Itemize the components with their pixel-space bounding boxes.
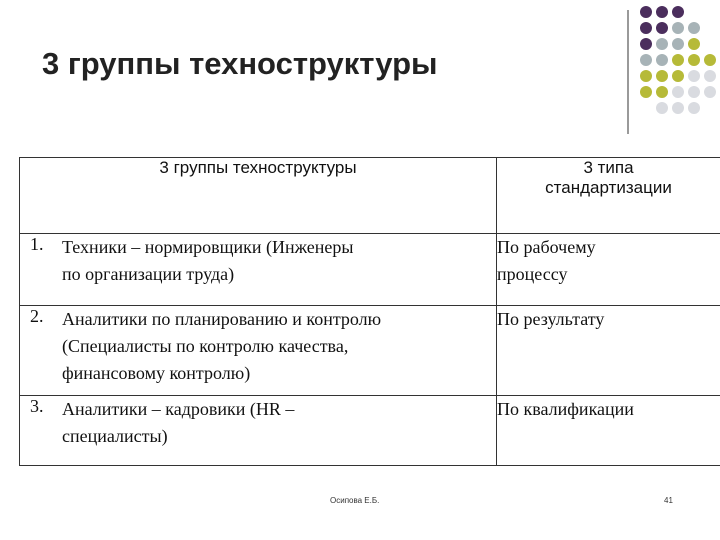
dot [656,102,668,114]
comparison-table [19,157,720,466]
dot [704,70,716,82]
text-line: процессу [497,264,568,284]
dot [688,70,700,82]
table-row [20,306,720,396]
dot [656,38,668,50]
text-line: по организации труда) [62,264,235,284]
row-1-group-text [62,234,482,288]
header-standardization-line1: 3 типа [583,158,634,177]
row-3-standardization [497,396,720,466]
text-line: (Специалисты по контролю качества, [62,336,349,356]
page-number: 41 [664,496,673,505]
dot [672,6,684,18]
dot [640,54,652,66]
decorative-divider [627,10,629,134]
header-standardization [497,158,720,234]
table-header-row [20,158,720,234]
dot [704,54,716,66]
dot [672,70,684,82]
dot [688,22,700,34]
row-2-group [20,306,497,396]
text-line: По результату [497,309,605,329]
decorative-dot-grid [638,6,720,116]
dot [672,22,684,34]
text-line: Техники – нормировщики (Инженеры [62,237,354,257]
row-3-group-text [62,396,482,450]
row-1-standardization [497,234,720,306]
row-2-group-text [62,306,482,387]
dot [656,86,668,98]
dot [688,86,700,98]
row-3-group [20,396,497,466]
text-line: По рабочему [497,237,596,257]
dot [704,86,716,98]
dot [656,54,668,66]
dot [640,86,652,98]
dot [672,54,684,66]
text-line: Аналитики по планированию и контролю [62,309,382,329]
dot [672,102,684,114]
header-standardization-line2: стандартизации [545,178,672,197]
footer-author: Осипова Е.Б. [330,496,380,505]
dot [640,70,652,82]
row-2-standardization [497,306,720,396]
table-row [20,234,720,306]
dot [688,38,700,50]
dot [688,54,700,66]
dot [640,22,652,34]
header-groups: 3 группы техноструктуры [20,158,497,234]
row-number: 3. [30,396,44,416]
row-number: 2. [30,306,44,326]
row-1-group [20,234,497,306]
dot [688,102,700,114]
text-line: финансовому контролю) [62,363,251,383]
dot [672,86,684,98]
text-line: Аналитики – кадровики (HR – [62,399,295,419]
dot [656,22,668,34]
dot [656,6,668,18]
text-line: специалисты) [62,426,168,446]
slide-title: 3 группы техноструктуры [42,46,438,81]
row-number: 1. [30,234,44,254]
dot [640,38,652,50]
dot [656,70,668,82]
dot [672,38,684,50]
text-line: По квалификации [497,399,634,419]
dot [640,6,652,18]
table-row [20,396,720,466]
